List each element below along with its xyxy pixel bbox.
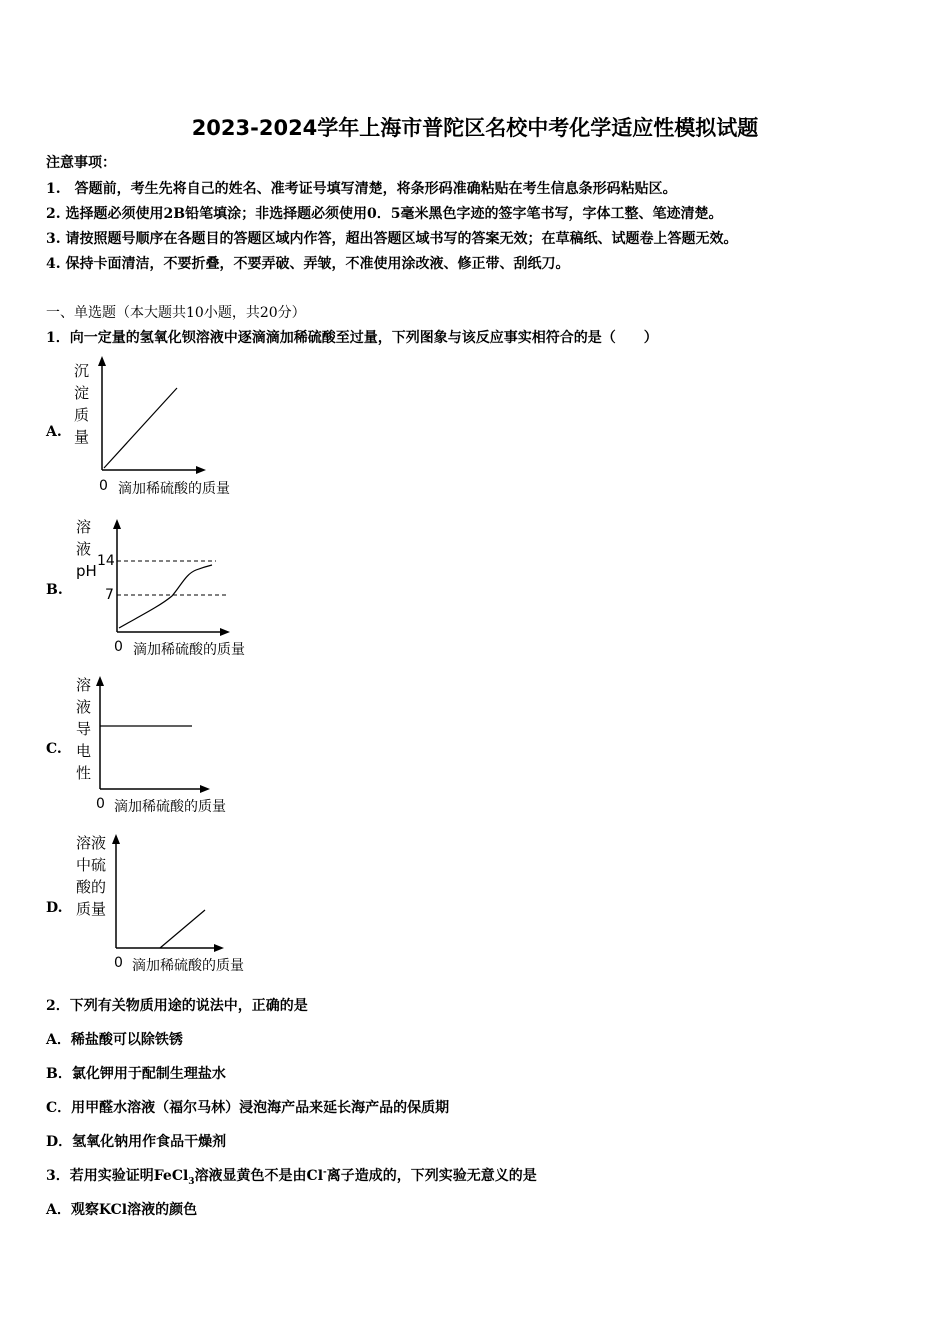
q1-b-origin: 0 <box>114 639 123 655</box>
q1-b-tick-14: 14 <box>97 553 115 569</box>
q1-option-c-letter: C. <box>46 741 62 757</box>
notice-item: 3. 请按照题号顺序在各题目的答题区域内作答，超出答题区域书写的答案无效；在草稿纸、试题卷上答题无效。 <box>46 231 738 247</box>
notice-item: 4. 保持卡面清洁，不要折叠，不要弄破、弄皱，不准使用涂改液、修正带、刮纸刀。 <box>46 256 570 272</box>
q1-a-xlabel: 滴加稀硫酸的质量 <box>118 481 230 497</box>
q3-stem-superscript: - <box>323 1167 327 1178</box>
q2-option: C．用甲醛水溶液（福尔马林）浸泡海产品来延长海产品的保质期 <box>46 1100 450 1116</box>
q1-d-ylabel: 溶液中硫酸的质量 <box>76 834 107 918</box>
q1-b-ylabel: 溶液pH <box>76 518 97 580</box>
q1-option-a-letter: A. <box>46 424 62 440</box>
x-axis-arrow <box>220 628 230 636</box>
q1-a-ylabel: 沉淀质量 <box>74 362 90 446</box>
curve <box>104 388 177 468</box>
q3-stem-part: 溶液显黄色不是由Cl <box>194 1168 324 1184</box>
notice-item: 1. 答题前，考生先将自己的姓名、准考证号填写清楚，将条形码准确粘贴在考生信息条形码粘贴区。 <box>46 181 677 197</box>
q1-c-xlabel: 滴加稀硫酸的质量 <box>114 799 226 815</box>
x-axis-arrow <box>214 944 224 952</box>
q3-stem-subscript: 3 <box>188 1176 195 1187</box>
q2-option: A．稀盐酸可以除铁锈 <box>46 1032 183 1048</box>
q2-stem: 2．下列有关物质用途的说法中，正确的是 <box>46 998 308 1014</box>
notice-heading: 注意事项： <box>46 155 116 171</box>
page-title: 2023-2024学年上海市普陀区名校中考化学适应性模拟试题 <box>191 116 759 140</box>
q1-b-xlabel: 滴加稀硫酸的质量 <box>133 642 245 658</box>
q1-stem: 1．向一定量的氢氧化钡溶液中逐滴滴加稀硫酸至过量，下列图象与该反应事实相符合的是（ ） <box>46 330 658 346</box>
x-axis-arrow <box>200 785 210 793</box>
y-axis-arrow <box>96 676 104 686</box>
section-heading: 一、单选题（本大题共10小题，共20分） <box>46 305 306 321</box>
y-axis-arrow <box>112 834 120 844</box>
notice-item: 2. 选择题必须使用2B铅笔填涂；非选择题必须使用0．5毫米黑色字迹的签字笔书写，字体工整、笔迹清楚。 <box>46 206 723 222</box>
q1-b-tick-7: 7 <box>105 587 114 603</box>
q3-stem-part: 3．若用实验证明FeCl <box>46 1168 189 1184</box>
q1-c-ylabel: 溶液导电性 <box>76 676 92 782</box>
q1-option-b-letter: B. <box>46 582 63 598</box>
q1-d-xlabel: 滴加稀硫酸的质量 <box>132 958 244 974</box>
q2-option: B．氯化钾用于配制生理盐水 <box>46 1066 226 1082</box>
q1-c-origin: 0 <box>96 796 105 812</box>
y-axis-arrow <box>98 356 106 366</box>
y-axis-arrow <box>113 519 121 529</box>
q2-option: D．氢氧化钠用作食品干燥剂 <box>46 1134 227 1150</box>
q3-option: A．观察KCl溶液的颜色 <box>46 1202 198 1218</box>
q1-a-origin: 0 <box>99 478 108 494</box>
q1-d-origin: 0 <box>114 955 123 971</box>
q3-stem-part: 离子造成的，下列实验无意义的是 <box>326 1168 537 1184</box>
curve <box>160 910 205 948</box>
x-axis-arrow <box>196 466 206 474</box>
q3-stem <box>46 1165 537 1187</box>
q1-option-d-letter: D. <box>46 900 63 916</box>
curve <box>119 565 212 628</box>
